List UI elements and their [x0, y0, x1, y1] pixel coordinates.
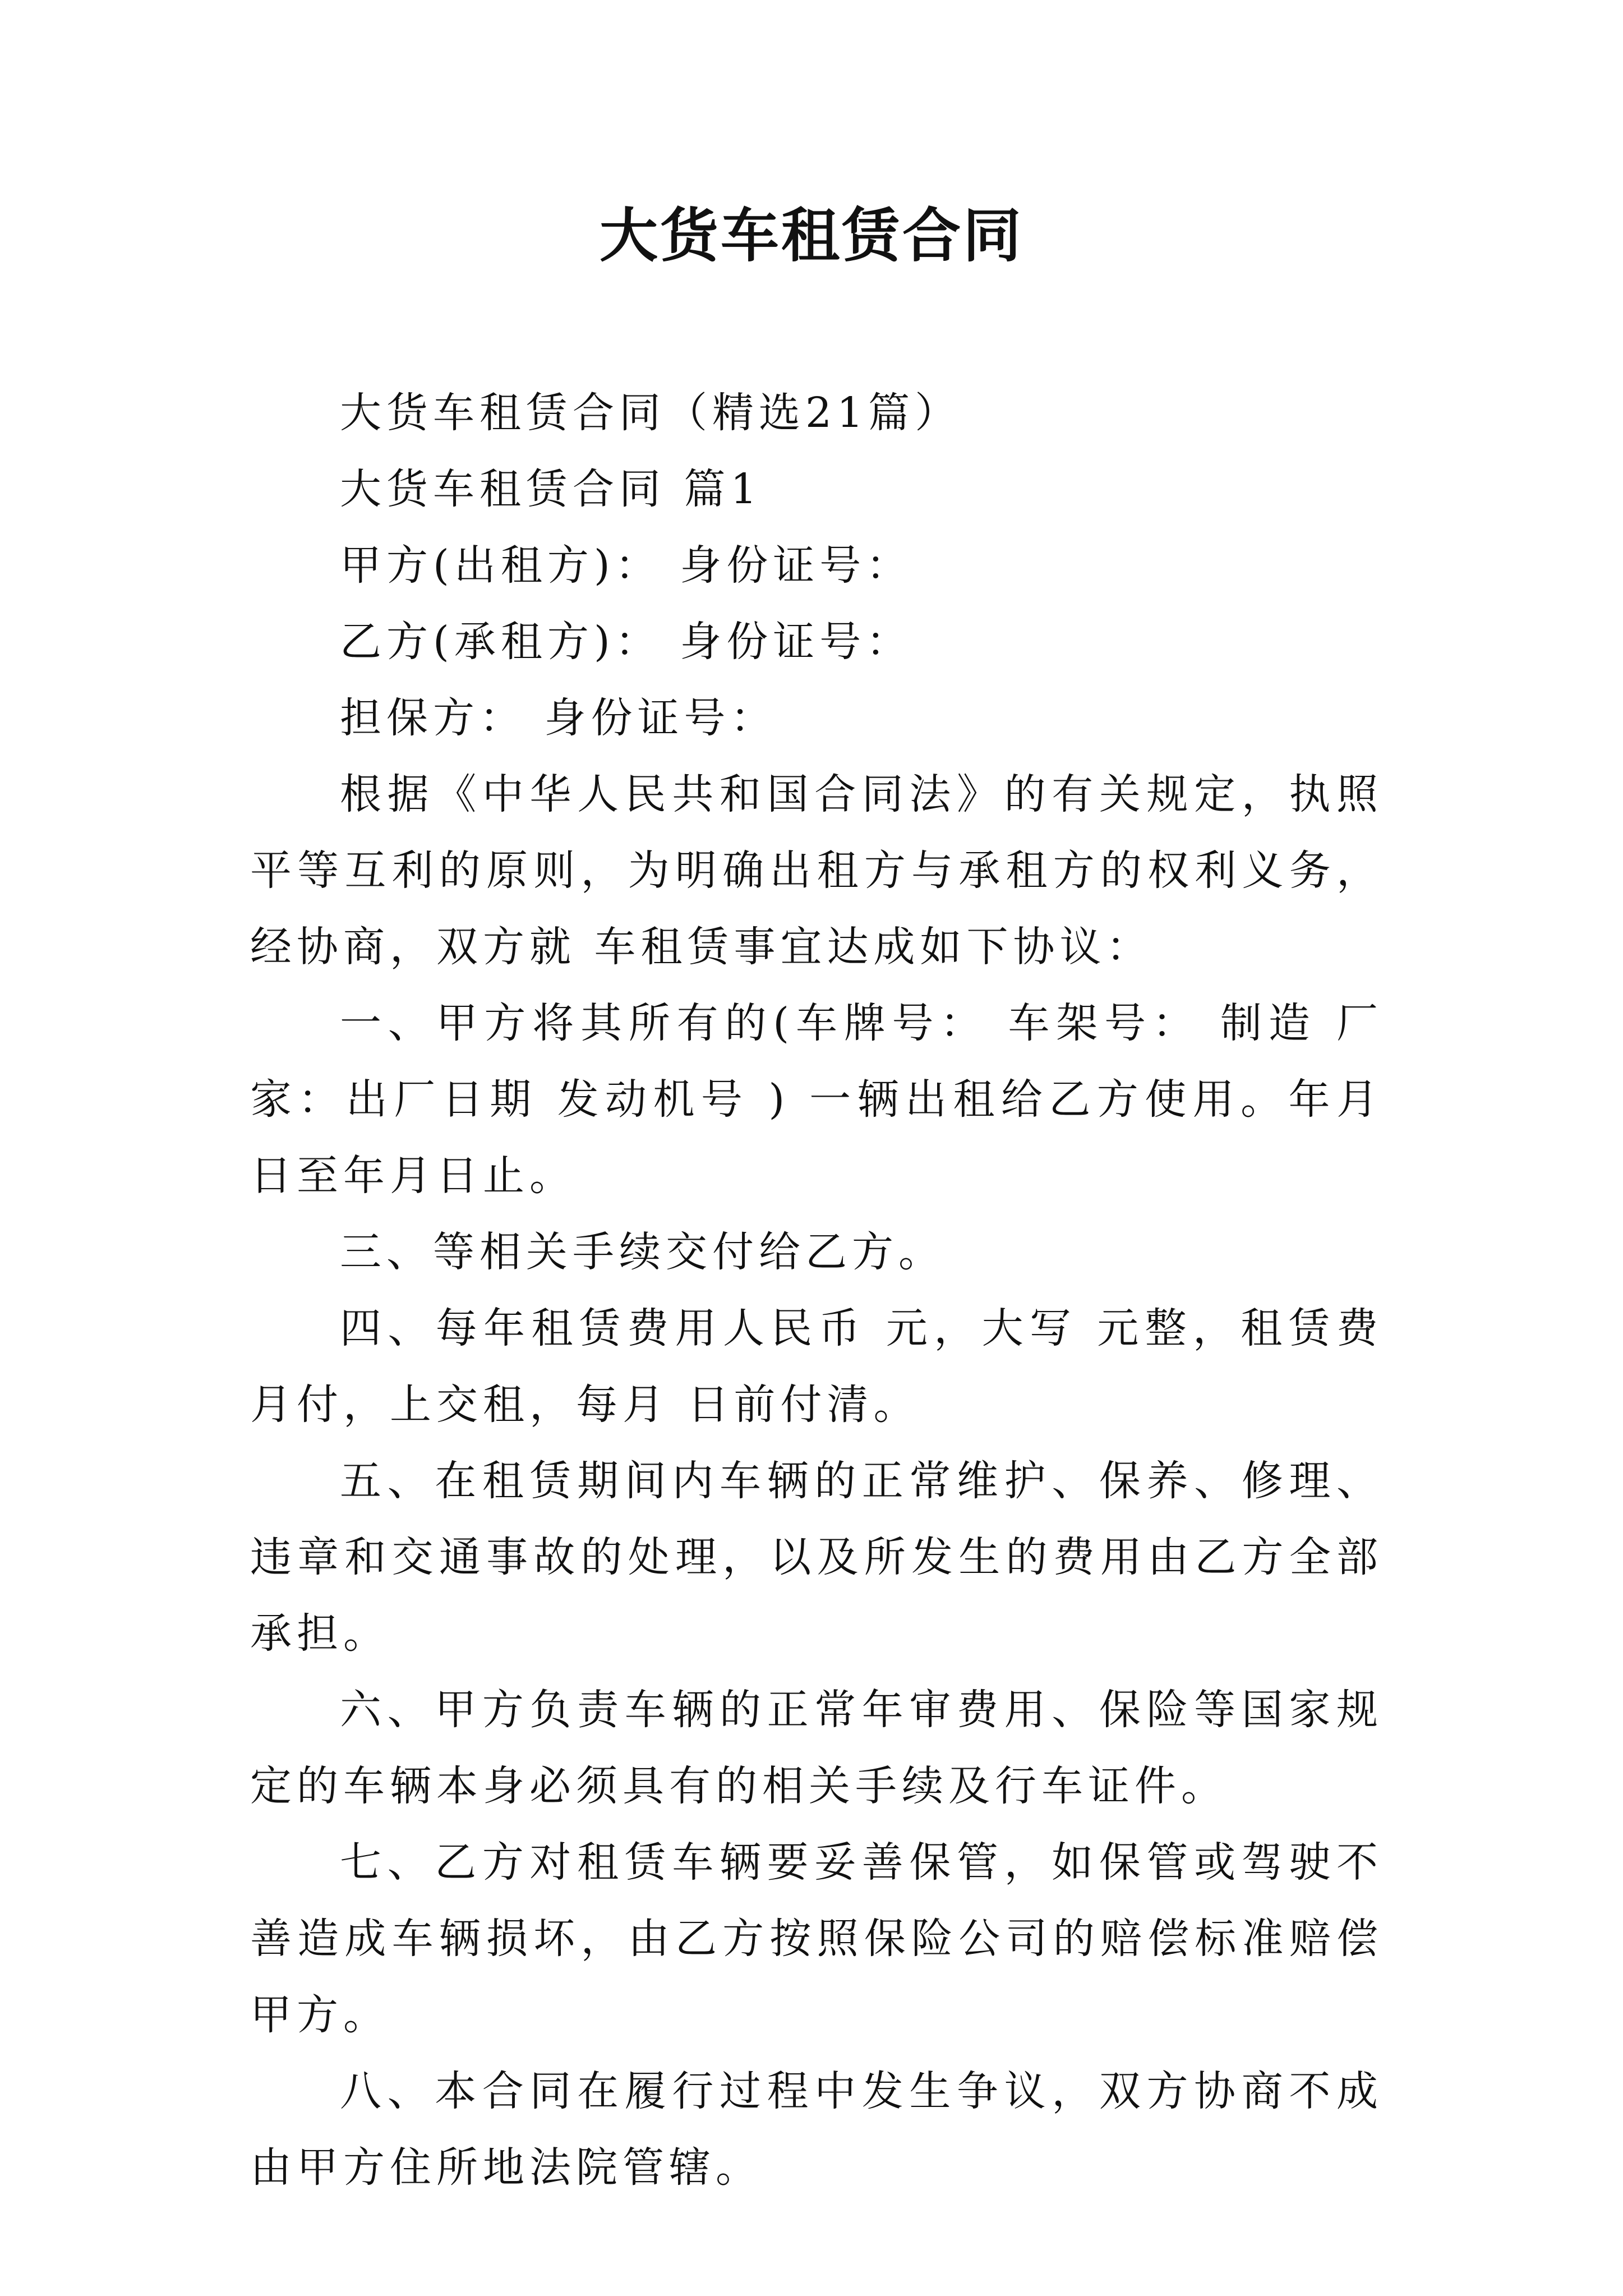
clause-8: 八、本合同在履行过程中发生争议，双方协商不成由甲方住所地法院管辖。 [250, 2067, 1383, 2192]
clause-7: 七、乙方对租赁车辆要妥善保管，如保管或驾驶不善造成车辆损坏，由乙方按照保险公司的赔偿标准赔偿甲方。 [250, 1838, 1383, 2039]
preamble-paragraph: 根据《中华人民共和国合同法》的有关规定，执照平等互利的原则，为明确出租方与承租方的权利义务，经协商，双方就 车租赁事宜达成如下协议： [250, 770, 1383, 971]
clause-5: 五、在租赁期间内车辆的正常维护、保养、修理、违章和交通事故的处理，以及所发生的费用由乙方全部承担。 [250, 1457, 1383, 1658]
party-b-line: 乙方(承租方)： 身份证号： [340, 618, 913, 666]
party-a-line: 甲方(出租方)： 身份证号： [340, 541, 913, 590]
clause-3: 三、等相关手续交付给乙方。 [340, 1228, 945, 1276]
document-title: 大货车租赁合同 [599, 201, 1023, 270]
document-body [250, 375, 1383, 2206]
guarantor-line: 担保方： 身份证号： [340, 694, 777, 742]
subtitle: 大货车租赁合同（精选21篇） [340, 389, 962, 437]
section-heading: 大货车租赁合同 篇1 [340, 465, 762, 513]
clause-1: 一、甲方将其所有的(车牌号： 车架号： 制造 厂家：出厂日期 发动机号 ) 一辆出租给乙方使用。年月日至年月日止。 [250, 999, 1383, 1200]
clause-6: 六、甲方负责车辆的正常年审费用、保险等国家规定的车辆本身必须具有的相关手续及行车证件。 [250, 1686, 1383, 1810]
clause-4: 四、每年租赁费用人民币 元，大写 元整，租赁费月付，上交租，每月 日前付清。 [250, 1304, 1383, 1429]
